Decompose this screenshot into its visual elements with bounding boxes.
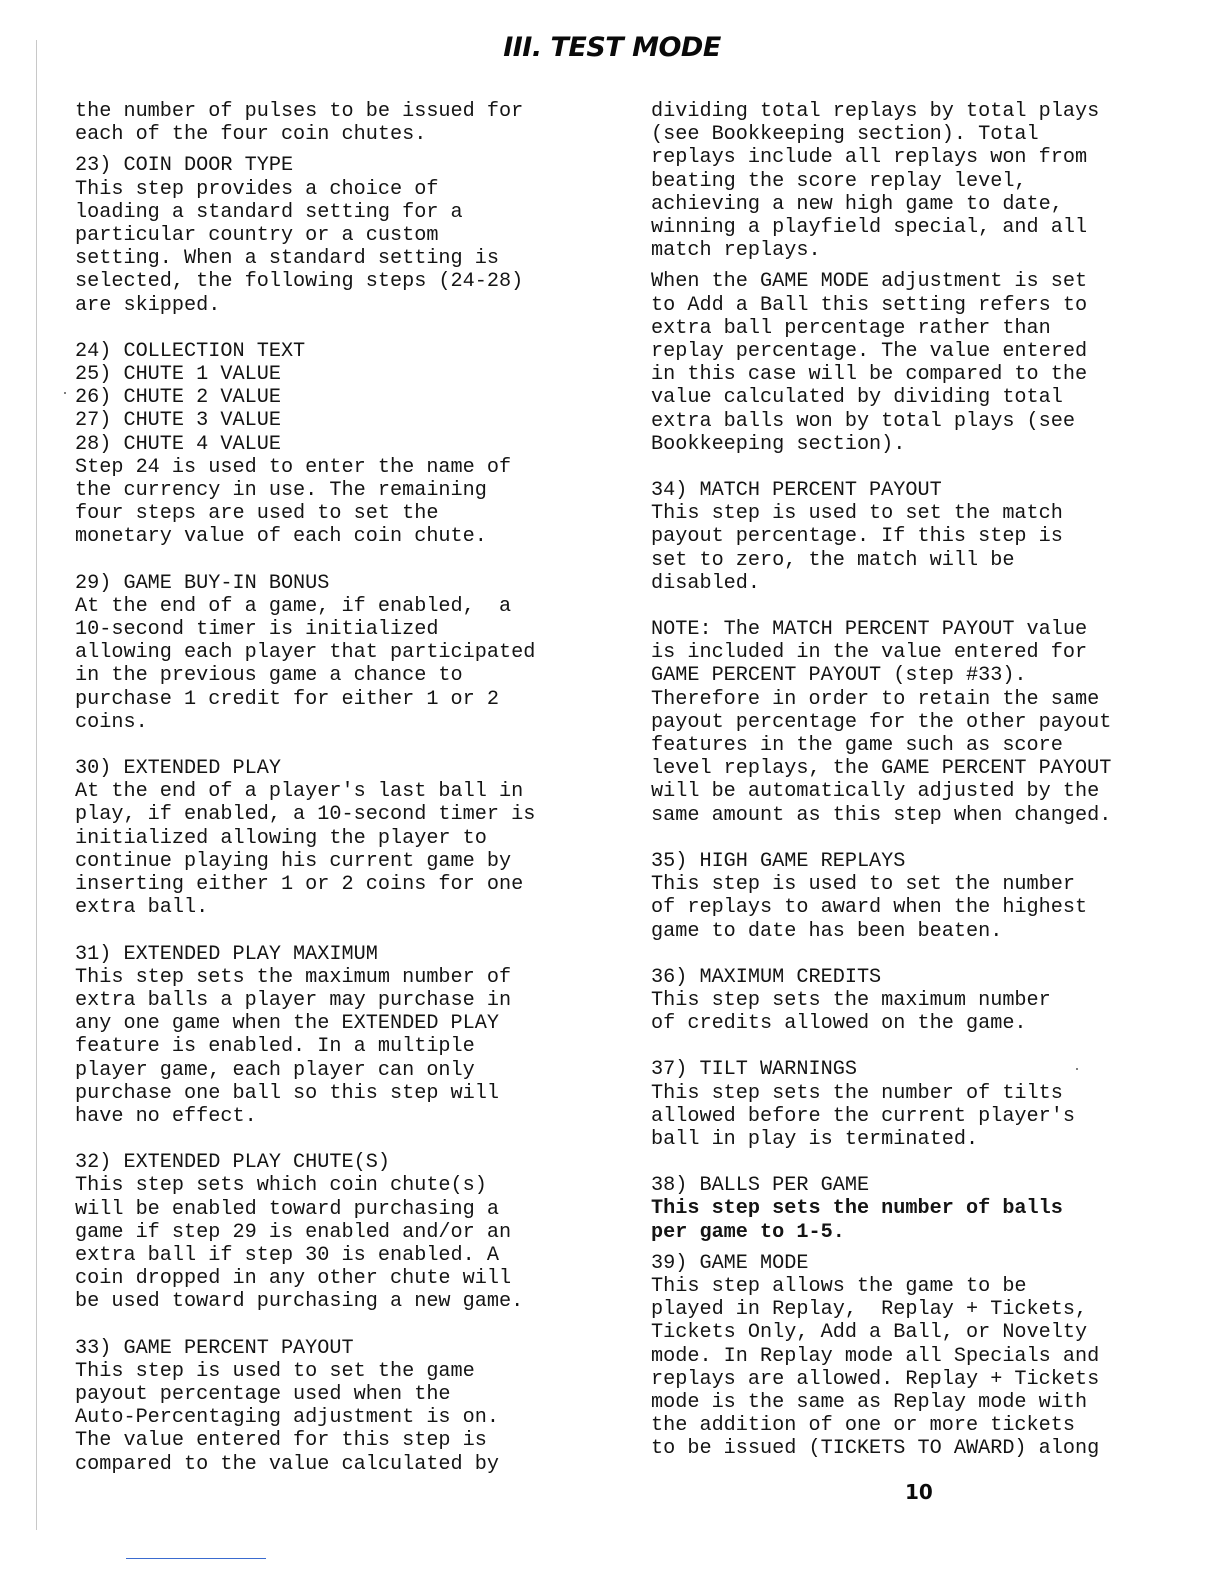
text-line: allowed before the current player's: [651, 1104, 1076, 1128]
text-line: achieving a new high game to date,: [651, 192, 1063, 216]
text-paragraph: [651, 100, 1196, 262]
scan-speck: [64, 392, 66, 394]
page-number: 10: [905, 1480, 933, 1504]
text-line: feature is enabled. In a multiple: [75, 1035, 475, 1059]
text-line: This step sets the number of balls: [651, 1197, 1063, 1221]
text-line: will be enabled toward purchasing a: [75, 1197, 500, 1221]
text-line: of credits allowed on the game.: [651, 1012, 1027, 1036]
text-line: This step is used to set the match: [651, 502, 1063, 526]
text-line: dividing total replays by total plays: [651, 100, 1100, 123]
text-line: 26) CHUTE 2 VALUE: [75, 386, 281, 410]
text-line: level replays, the GAME PERCENT PAYOUT: [651, 757, 1112, 781]
text-line: The value entered for this step is: [75, 1429, 487, 1453]
text-paragraph: [75, 943, 615, 1129]
text-line: coins.: [75, 710, 148, 734]
text-line: 38) BALLS PER GAME: [651, 1174, 870, 1198]
text-line: Therefore in order to retain the same: [651, 687, 1100, 711]
text-line: played in Replay, Replay + Tickets,: [651, 1298, 1088, 1322]
text-paragraph: [651, 1197, 1196, 1243]
text-paragraph: [651, 270, 1196, 456]
text-line: loading a standard setting for a: [75, 200, 463, 224]
text-line: inserting either 1 or 2 coins for one: [75, 873, 524, 897]
text-paragraph: [651, 618, 1196, 827]
text-paragraph: [651, 1252, 1196, 1461]
text-line: replays are allowed. Replay + Tickets: [651, 1367, 1100, 1391]
text-line: 32) EXTENDED PLAY CHUTE(S): [75, 1151, 390, 1175]
text-line: features in the game such as score: [651, 734, 1063, 758]
text-paragraph: [651, 1174, 1196, 1197]
text-line: be used toward purchasing a new game.: [75, 1290, 524, 1314]
text-line: any one game when the EXTENDED PLAY: [75, 1012, 500, 1036]
text-line: continue playing his current game by: [75, 849, 512, 873]
text-line: to Add a Ball this setting refers to: [651, 293, 1088, 317]
text-line: compared to the value calculated by: [75, 1452, 500, 1476]
paragraph-spacer: [651, 827, 1196, 850]
text-line: replays include all replays won from: [651, 146, 1088, 170]
text-line: At the end of a game, if enabled, a: [75, 594, 512, 618]
text-line: initialized allowing the player to: [75, 826, 487, 850]
text-line: play, if enabled, a 10-second timer is: [75, 803, 536, 827]
text-paragraph: [651, 1058, 1196, 1151]
text-line: are skipped.: [75, 293, 221, 317]
text-line: allowing each player that participated: [75, 641, 536, 665]
paragraph-spacer: [651, 595, 1196, 618]
text-line: (see Bookkeeping section). Total: [651, 123, 1039, 147]
page-title: III. TEST MODE: [503, 32, 721, 63]
text-line: to be issued (TICKETS TO AWARD) along: [651, 1437, 1100, 1461]
text-line: extra balls won by total plays (see: [651, 409, 1076, 433]
text-line: This step is used to set the game: [75, 1359, 475, 1383]
text-line: of replays to award when the highest: [651, 896, 1088, 920]
text-line: is included in the value entered for: [651, 641, 1088, 665]
text-paragraph: [75, 154, 615, 316]
paragraph-spacer: [651, 1151, 1196, 1174]
text-line: per game to 1-5.: [651, 1220, 845, 1244]
paragraph-spacer: [651, 1035, 1196, 1058]
text-line: 29) GAME BUY-IN BONUS: [75, 571, 330, 595]
text-line: disabled.: [651, 571, 761, 595]
text-line: selected, the following steps (24-28): [75, 270, 524, 294]
text-line: When the GAME MODE adjustment is set: [651, 270, 1088, 294]
text-line: winning a playfield special, and all: [651, 216, 1088, 240]
text-line: the currency in use. The remaining: [75, 479, 487, 503]
text-paragraph: [75, 100, 615, 146]
text-line: This step provides a choice of: [75, 177, 439, 201]
text-line: This step is used to set the number: [651, 873, 1076, 897]
text-line: 28) CHUTE 4 VALUE: [75, 432, 281, 456]
text-line: This step sets the maximum number of: [75, 965, 512, 989]
text-line: setting. When a standard setting is: [75, 247, 500, 271]
text-line: game to date has been beaten.: [651, 919, 1003, 943]
paragraph-spacer: [75, 317, 615, 340]
text-line: the number of pulses to be issued for: [75, 100, 524, 123]
text-line: 36) MAXIMUM CREDITS: [651, 965, 882, 989]
text-line: 10-second timer is initialized: [75, 618, 439, 642]
scan-margin-line: [36, 40, 37, 1530]
right-column: [651, 100, 1196, 1461]
footer-rule: [126, 1558, 266, 1559]
text-line: value calculated by dividing total: [651, 386, 1063, 410]
paragraph-spacer: [75, 920, 615, 943]
paragraph-spacer: [651, 1244, 1196, 1252]
text-line: coin dropped in any other chute will: [75, 1267, 512, 1291]
text-line: each of the four coin chutes.: [75, 123, 427, 147]
text-paragraph: [75, 340, 615, 549]
text-line: mode is the same as Replay mode with: [651, 1390, 1088, 1414]
text-line: 23) COIN DOOR TYPE: [75, 154, 294, 178]
text-line: At the end of a player's last ball in: [75, 780, 524, 804]
text-line: 39) GAME MODE: [651, 1251, 809, 1275]
text-line: game if step 29 is enabled and/or an: [75, 1220, 512, 1244]
text-line: extra ball if step 30 is enabled. A: [75, 1243, 500, 1267]
paragraph-spacer: [75, 146, 615, 154]
left-column: [75, 100, 615, 1476]
text-line: 37) TILT WARNINGS: [651, 1058, 857, 1082]
text-line: purchase 1 credit for either 1 or 2: [75, 687, 500, 711]
text-line: 24) COLLECTION TEXT: [75, 339, 306, 363]
text-line: replay percentage. The value entered: [651, 340, 1088, 364]
text-line: extra ball percentage rather than: [651, 316, 1051, 340]
text-line: set to zero, the match will be: [651, 548, 1015, 572]
text-paragraph: [75, 1151, 615, 1313]
text-line: have no effect.: [75, 1104, 257, 1128]
text-line: Step 24 is used to enter the name of: [75, 455, 512, 479]
text-line: payout percentage for the other payout: [651, 710, 1112, 734]
paragraph-spacer: [651, 456, 1196, 479]
text-line: the addition of one or more tickets: [651, 1414, 1076, 1438]
paragraph-spacer: [75, 1314, 615, 1337]
text-line: 33) GAME PERCENT PAYOUT: [75, 1336, 354, 1360]
text-line: will be automatically adjusted by the: [651, 780, 1100, 804]
paragraph-spacer: [75, 734, 615, 757]
text-line: player game, each player can only: [75, 1058, 475, 1082]
text-paragraph: [75, 1337, 615, 1476]
paragraph-spacer: [651, 262, 1196, 270]
text-line: 30) EXTENDED PLAY: [75, 757, 281, 781]
text-line: in the previous game a chance to: [75, 664, 463, 688]
text-line: in this case will be compared to the: [651, 363, 1088, 387]
text-line: Bookkeeping section).: [651, 432, 906, 456]
text-line: This step allows the game to be: [651, 1274, 1027, 1298]
text-line: 34) MATCH PERCENT PAYOUT: [651, 479, 942, 503]
paragraph-spacer: [651, 943, 1196, 966]
text-line: payout percentage used when the: [75, 1382, 451, 1406]
text-line: particular country or a custom: [75, 224, 439, 248]
text-line: monetary value of each coin chute.: [75, 525, 487, 549]
text-line: 35) HIGH GAME REPLAYS: [651, 849, 906, 873]
text-line: 27) CHUTE 3 VALUE: [75, 409, 281, 433]
text-line: 31) EXTENDED PLAY MAXIMUM: [75, 942, 378, 966]
text-paragraph: [651, 966, 1196, 1036]
text-line: 25) CHUTE 1 VALUE: [75, 363, 281, 387]
text-line: This step sets the maximum number: [651, 988, 1051, 1012]
text-line: payout percentage. If this step is: [651, 525, 1063, 549]
text-paragraph: [75, 757, 615, 919]
text-line: four steps are used to set the: [75, 502, 439, 526]
text-paragraph: [75, 572, 615, 734]
text-paragraph: [651, 850, 1196, 943]
text-line: purchase one ball so this step will: [75, 1081, 500, 1105]
text-line: This step sets which coin chute(s): [75, 1174, 487, 1198]
paragraph-spacer: [75, 1128, 615, 1151]
text-line: GAME PERCENT PAYOUT (step #33).: [651, 664, 1027, 688]
text-line: ball in play is terminated.: [651, 1127, 979, 1151]
text-line: Tickets Only, Add a Ball, or Novelty: [651, 1321, 1088, 1345]
paragraph-spacer: [75, 549, 615, 572]
text-line: beating the score replay level,: [651, 169, 1027, 193]
text-paragraph: [651, 479, 1196, 595]
text-line: extra ball.: [75, 896, 209, 920]
text-line: This step sets the number of tilts: [651, 1081, 1063, 1105]
text-line: NOTE: The MATCH PERCENT PAYOUT value: [651, 618, 1088, 642]
text-line: Auto-Percentaging adjustment is on.: [75, 1406, 500, 1430]
text-line: extra balls a player may purchase in: [75, 988, 512, 1012]
text-line: match replays.: [651, 239, 821, 263]
text-line: same amount as this step when changed.: [651, 803, 1112, 827]
text-line: mode. In Replay mode all Specials and: [651, 1344, 1100, 1368]
